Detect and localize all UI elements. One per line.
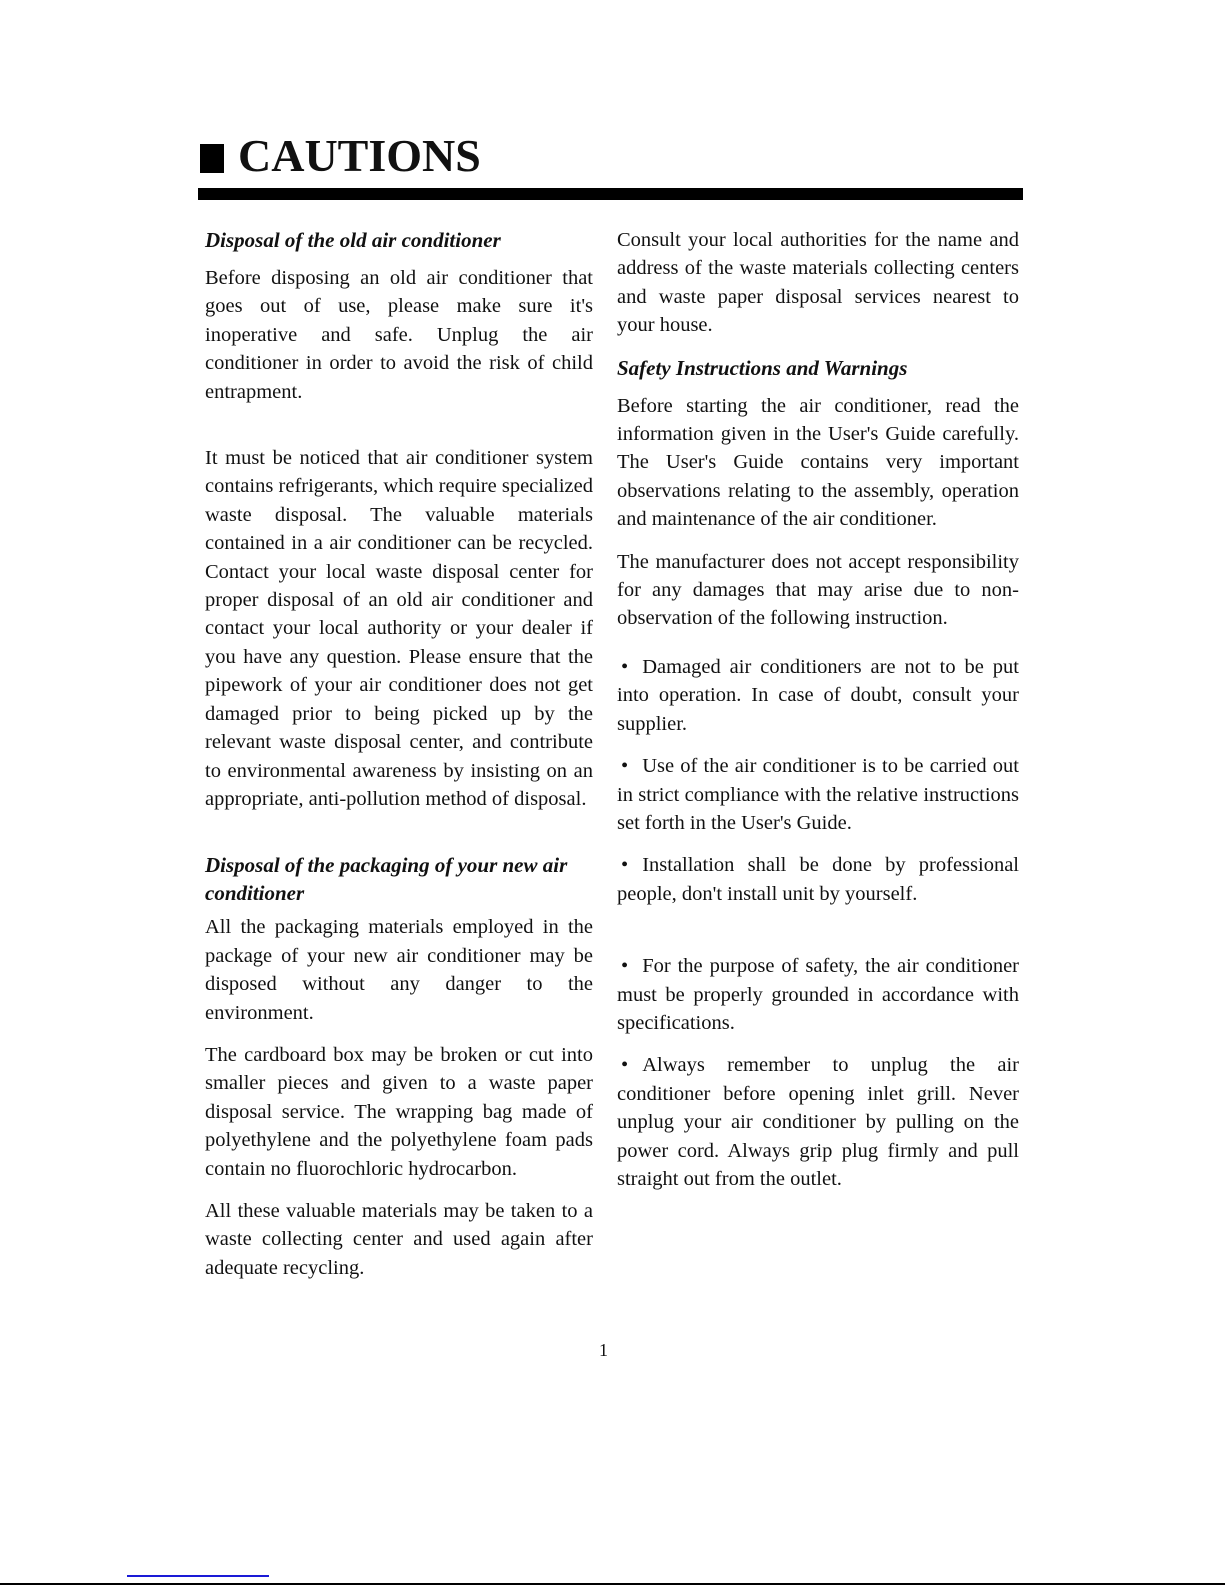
footer-link-underline[interactable]	[127, 1575, 269, 1577]
paragraph: It must be noticed that air conditioner system contains refrigerants, which require specialized waste disposal. The valuable materials contained in a air conditioner can be recycled. Contact your local waste disposal center for proper disposal of an old air conditioner and contact your local authority or your dealer if you have any question. Please ensure that the pipework of your air conditioner does not get damaged prior to being picked up by the relevant waste disposal center, and contribute to environmental awareness by insisting on an appropriate, anti-pollution method of disposal.	[205, 447, 593, 810]
paragraph: The cardboard box may be broken or cut into smaller pieces and given to a waste paper disposal service. The wrapping bag made of polyethylene and the polyethylene foam pads contain no fluorochloric hydrocarbon.	[205, 1043, 593, 1180]
section-heading-packaging-disposal: Disposal of the packaging of your new air conditioner	[205, 853, 568, 906]
page-number: 1	[599, 1340, 608, 1360]
right-column	[617, 226, 1019, 1207]
bullet-item: • Use of the air conditioner is to be carried out in strict compliance with the relative instructions set forth in the User's Guide.	[617, 752, 1019, 837]
bullet-item: • Installation shall be done by professional people, don't install unit by yourself.	[617, 851, 1019, 908]
bullet-item: • Damaged air conditioners are not to be put into operation. In case of doubt, consult your supplier.	[617, 653, 1019, 738]
paragraph: Consult your local authorities for the name and address of the waste materials collecting centers and waste paper disposal services nearest to your house.	[617, 229, 1019, 337]
bullet-item: • Always remember to unplug the air conditioner before opening inlet grill. Never unplug your air conditioner by pulling on the power cord. Always grip plug firmly and pull straight out from the outlet.	[617, 1051, 1019, 1193]
title-rule	[198, 188, 1023, 200]
paragraph: The manufacturer does not accept responsibility for any damages that may arise due to non-observation of the following instruction.	[617, 550, 1019, 630]
left-column	[205, 226, 593, 1296]
page-title-text: CAUTIONS	[238, 130, 481, 181]
square-bullet-icon	[200, 144, 224, 173]
paragraph: Before starting the air conditioner, read the information given in the User's Guide carefully. The User's Guide contains very important observations relating to the assembly, operation and maintenance of the air conditioner.	[617, 394, 1019, 531]
section-heading-safety-instructions: Safety Instructions and Warnings	[617, 355, 908, 380]
bullet-item: • For the purpose of safety, the air conditioner must be properly grounded in accordance with specifications.	[617, 952, 1019, 1037]
page-title	[200, 128, 481, 184]
paragraph: All these valuable materials may be taken to a waste collecting center and used again after adequate recycling.	[205, 1199, 593, 1279]
paragraph: All the packaging materials employed in the package of your new air conditioner may be disposed without any danger to the environment.	[205, 916, 593, 1024]
paragraph: Before disposing an old air conditioner that goes out of use, please make sure it's inoperative and safe. Unplug the air conditioner in order to avoid the risk of child entrapment.	[205, 267, 593, 403]
section-heading-old-ac-disposal: Disposal of the old air conditioner	[205, 228, 501, 252]
